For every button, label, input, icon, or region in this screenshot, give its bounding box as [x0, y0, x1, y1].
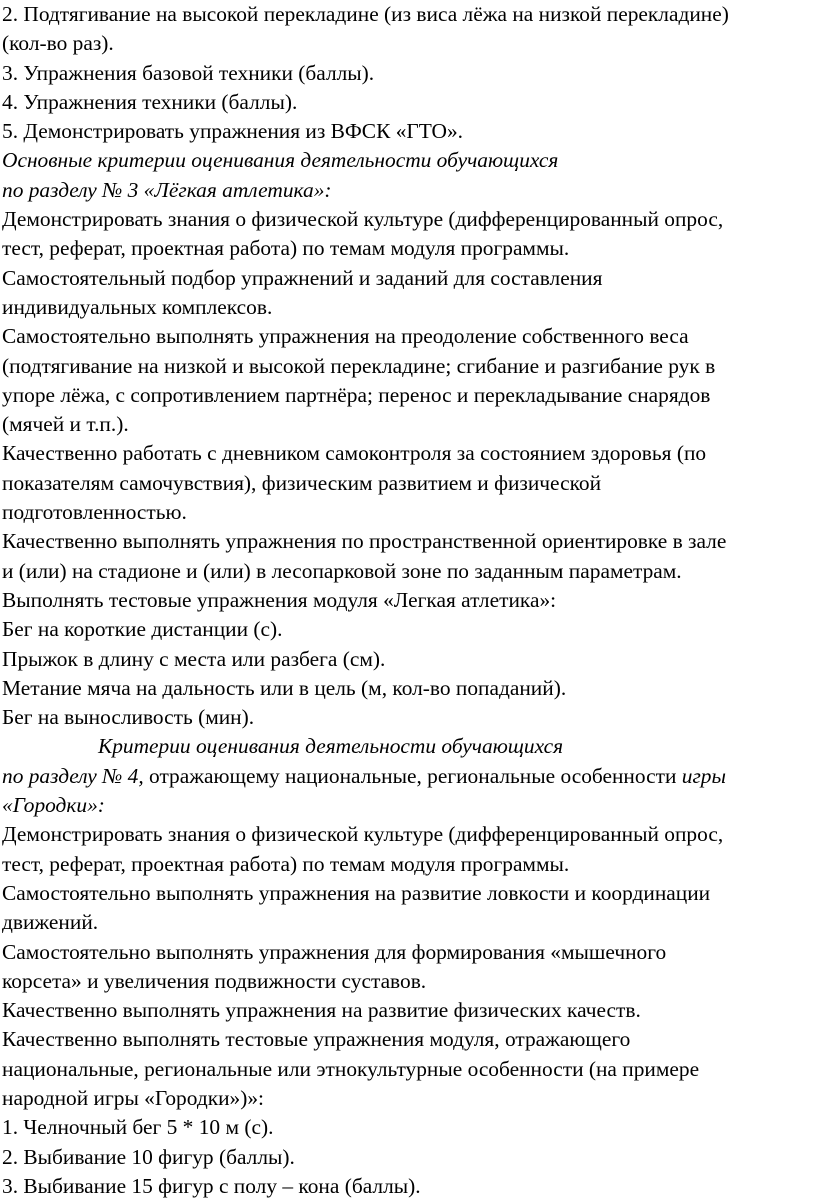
text-line [2, 205, 810, 234]
body-text: Самостоятельный подбор упражнений и заданий для составления [2, 265, 603, 290]
body-text: 3. Выбивание 15 фигур с полу – кона (баллы). [2, 1173, 421, 1198]
text-line [2, 0, 810, 29]
text-line [2, 1113, 810, 1142]
body-text: тест, реферат, проектная работа) по темам модуля программы. [2, 851, 570, 876]
text-line [2, 703, 810, 732]
body-text: Самостоятельно выполнять упражнения на развитие ловкости и координации [2, 880, 711, 905]
body-text: национальные, региональные или этнокультурные особенности (на примере [2, 1056, 700, 1081]
text-line [2, 293, 810, 322]
italic-text: Критерии оценивания деятельности обучающихся [98, 734, 564, 759]
text-line [2, 615, 810, 644]
body-text: (мячей и т.п.). [2, 412, 129, 437]
text-line [2, 850, 810, 879]
text-line [2, 1172, 810, 1201]
text-line [2, 1143, 810, 1172]
text-line [2, 791, 810, 820]
body-text: движений. [2, 910, 99, 935]
body-text: 4. Упражнения техники (баллы). [2, 89, 298, 114]
body-text: Качественно выполнять упражнения по пространственной ориентировке в зале [2, 529, 727, 554]
text-line [2, 908, 810, 937]
text-line [2, 762, 810, 791]
italic-text: Основные критерии оценивания деятельности обучающихся [2, 148, 559, 173]
text-line [2, 410, 810, 439]
text-line [2, 176, 810, 205]
text-line [2, 879, 810, 908]
text-line [2, 381, 810, 410]
body-text: Метание мяча на дальность или в цель (м, кол-во попаданий). [2, 675, 567, 700]
text-line [2, 59, 810, 88]
text-line [2, 557, 810, 586]
text-line [2, 498, 810, 527]
text-line [2, 322, 810, 351]
body-text: Выполнять тестовые упражнения модуля «Легкая атлетика»: [2, 587, 557, 612]
body-text: 1. Челночный бег 5 * 10 м (с). [2, 1115, 274, 1140]
text-line [2, 117, 810, 146]
italic-text: по разделу № 4, [2, 763, 144, 788]
text-line [2, 820, 810, 849]
body-text: Качественно выполнять упражнения на развитие физических качеств. [2, 998, 641, 1023]
body-text: и (или) на стадионе и (или) в лесопарковой зоне по заданным параметрам. [2, 558, 682, 583]
body-text: Прыжок в длину с места или разбега (см). [2, 646, 386, 671]
body-text: Самостоятельно выполнять упражнения для формирования «мышечного [2, 939, 667, 964]
text-line [2, 234, 810, 263]
body-text: 3. Упражнения базовой техники (баллы). [2, 60, 375, 85]
text-line [2, 469, 810, 498]
body-text: Качественно выполнять тестовые упражнения модуля, отражающего [2, 1027, 631, 1052]
text-line [2, 967, 810, 996]
text-line [2, 1084, 810, 1113]
text-line [2, 88, 810, 117]
body-text: подготовленностью. [2, 500, 187, 525]
body-text: индивидуальных комплексов. [2, 294, 273, 319]
text-line [2, 1055, 810, 1084]
body-text: Демонстрировать знания о физической культуре (дифференцированный опрос, [2, 822, 724, 847]
text-line [2, 1025, 810, 1054]
text-line [2, 527, 810, 556]
text-line [2, 996, 810, 1025]
body-text: Демонстрировать знания о физической культуре (дифференцированный опрос, [2, 207, 724, 232]
text-line [2, 586, 810, 615]
body-text: Самостоятельно выполнять упражнения на преодоление собственного веса [2, 324, 689, 349]
italic-text: игры [681, 763, 726, 788]
body-text: Бег на короткие дистанции (с). [2, 617, 283, 642]
body-text: 5. Демонстрировать упражнения из ВФСК «ГТО». [2, 119, 464, 144]
body-text: упоре лёжа, с сопротивлением партнёра; перенос и перекладывание снарядов [2, 382, 711, 407]
body-text: отражающему национальные, региональные особенности [143, 763, 682, 788]
body-text: 2. Подтягивание на высокой перекладине (из виса лёжа на низкой перекладине) [2, 2, 729, 26]
text-line [2, 732, 810, 761]
body-text: тест, реферат, проектная работа) по темам модуля программы. [2, 236, 570, 261]
text-line [2, 439, 810, 468]
body-text: корсета» и увеличения подвижности суставов. [2, 968, 427, 993]
text-line [2, 938, 810, 967]
body-text: Бег на выносливость (мин). [2, 705, 255, 730]
body-text: показателям самочувствия), физическим развитием и физической [2, 470, 602, 495]
text-line [2, 352, 810, 381]
text-line [2, 146, 810, 175]
body-text: Качественно работать с дневником самоконтроля за состоянием здоровья (по [2, 441, 707, 466]
text-line [2, 645, 810, 674]
body-text: (кол-во раз). [2, 31, 114, 56]
italic-text: «Городки»: [2, 793, 105, 818]
body-text: 2. Выбивание 10 фигур (баллы). [2, 1144, 295, 1169]
body-text: народной игры «Городки»)»: [2, 1085, 265, 1110]
text-line [2, 264, 810, 293]
body-text: (подтягивание на низкой и высокой перекладине; сгибание и разгибание рук в [2, 353, 716, 378]
text-line [2, 674, 810, 703]
italic-text: по разделу № 3 «Лёгкая атлетика»: [2, 177, 332, 202]
text-line [2, 29, 810, 58]
